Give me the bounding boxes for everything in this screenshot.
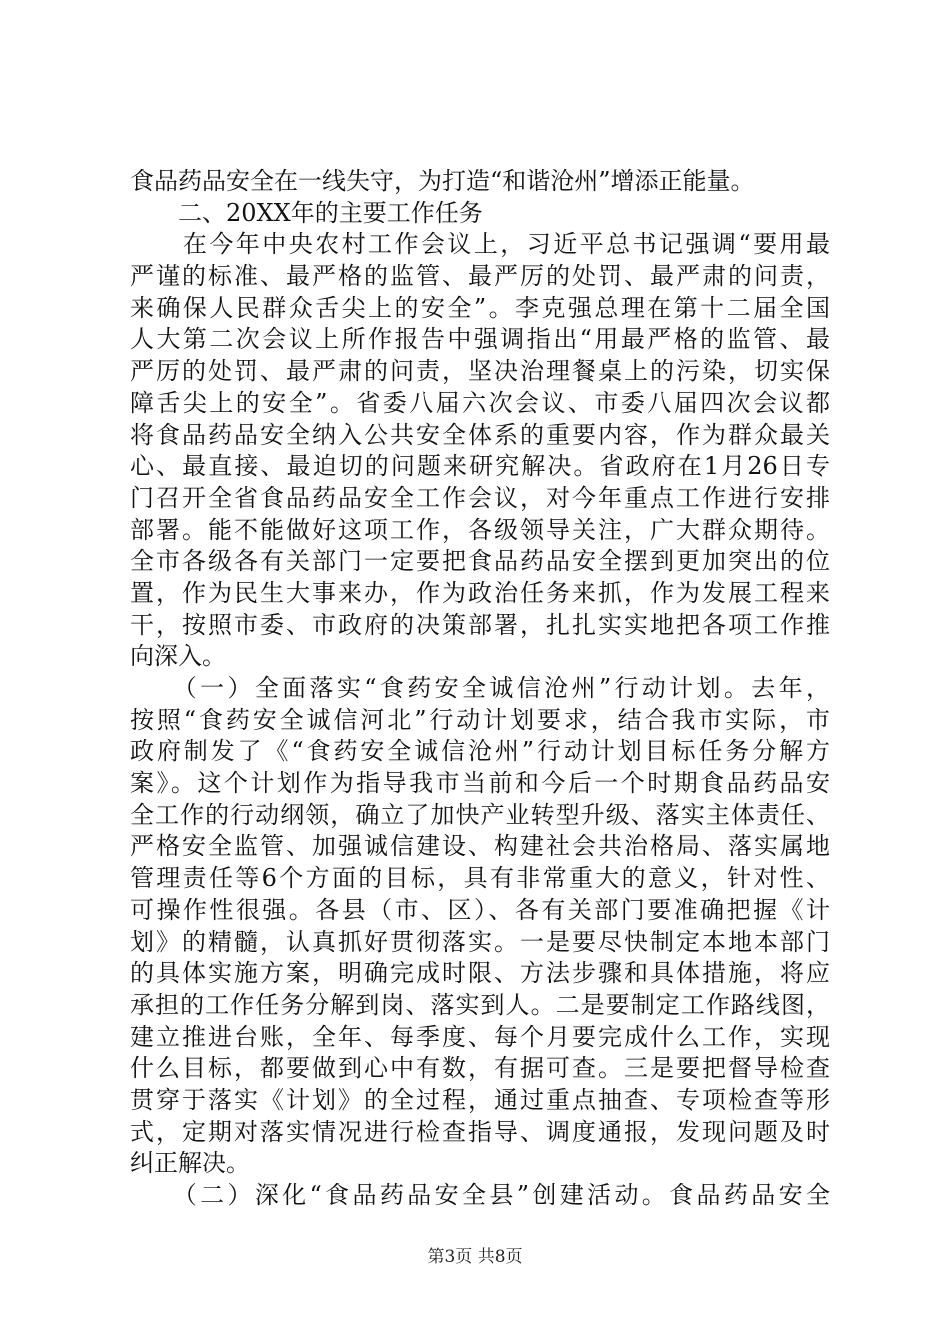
- text-line: 将食品药品安全纳入公共安全体系的重要内容，作为群众最关: [130, 420, 830, 449]
- text-line: 部署。能不能做好这项工作，各级领导关注，广大群众期待。: [130, 515, 830, 544]
- text-line: 来确保人民群众舌尖上的安全”。李克强总理在第十二届全国: [130, 293, 830, 322]
- text-line: 纠正解决。: [130, 1149, 250, 1178]
- subsection-heading: （一）全面落实“食药安全诚信沧州”行动计划。去年，: [130, 674, 830, 702]
- text-line: 严厉的处罚、最严肃的问责，坚决治理餐桌上的污染，切实保: [130, 357, 830, 386]
- text-line: 贯穿于落实《计划》的全过程，通过重点抽查、专项检查等形: [130, 1085, 830, 1114]
- text-line: 的具体实施方案，明确完成时限、方法步骤和具体措施，将应: [130, 959, 830, 988]
- page-number: 第3页 共8页: [427, 1247, 523, 1267]
- text-line: 食品药品安全在一线失守，为打造“和谐沧州”增添正能量。: [130, 167, 755, 195]
- section-heading: 二、20XX年的主要工作任务: [130, 198, 483, 227]
- text-line: 置，作为民生大事来办，作为政治任务来抓，作为发展工程来: [130, 578, 830, 607]
- body-text: [130, 166, 830, 1212]
- text-line: 全工作的行动纲领，确立了加快产业转型升级、落实主体责任、: [130, 800, 830, 829]
- text-line: 向深入。: [130, 642, 226, 671]
- text-line: 式，定期对落实情况进行检查指导、调度通报，发现问题及时: [130, 1117, 830, 1146]
- text-line: 管理责任等6个方面的目标，具有非常重大的意义，针对性、: [130, 864, 830, 893]
- text-line: 干，按照市委、市政府的决策部署，扎扎实实地把各项工作推: [130, 610, 830, 639]
- text-line: 门召开全省食品药品安全工作会议，对今年重点工作进行安排: [130, 483, 830, 512]
- text-line: 可操作性很强。各县（市、区）、各有关部门要准确把握《计: [130, 895, 830, 924]
- text-line: 承担的工作任务分解到岗、落实到人。二是要制定工作路线图，: [130, 990, 830, 1019]
- text-line: 案》。这个计划作为指导我市当前和今后一个时期食品药品安: [130, 769, 830, 798]
- text-line: 建立推进台账，全年、每季度、每个月要完成什么工作，实现: [130, 1022, 830, 1051]
- text-line: 政府制发了《“食药安全诚信沧州”行动计划目标任务分解方: [130, 737, 830, 766]
- text-line: 严格安全监管、加强诚信建设、构建社会共治格局、落实属地: [130, 832, 830, 861]
- text-line: 按照“食药安全诚信河北”行动计划要求，结合我市实际，市: [130, 705, 830, 734]
- text-line: 严谨的标准、最严格的监管、最严厉的处罚、最严肃的问责，: [130, 262, 830, 291]
- text-line: 心、最直接、最迫切的问题来研究解决。省政府在1月26日专: [130, 452, 830, 481]
- text-line: 在今年中央农村工作会议上，习近平总书记强调“要用最: [130, 230, 830, 259]
- text-line: 人大第二次会议上所作报告中强调指出“用最严格的监管、最: [130, 325, 830, 354]
- text-line: 划》的精髓，认真抓好贯彻落实。一是要尽快制定本地本部门: [130, 927, 830, 956]
- text-line: 全市各级各有关部门一定要把食品药品安全摆到更加突出的位: [130, 547, 830, 576]
- text-line: 障舌尖上的安全”。省委八届六次会议、市委八届四次会议都: [130, 388, 830, 417]
- text-line: 什么目标，都要做到心中有数，有据可查。三是要把督导检查: [130, 1054, 830, 1083]
- subsection-heading: （二）深化“食品药品安全县”创建活动。食品药品安全: [130, 1181, 830, 1209]
